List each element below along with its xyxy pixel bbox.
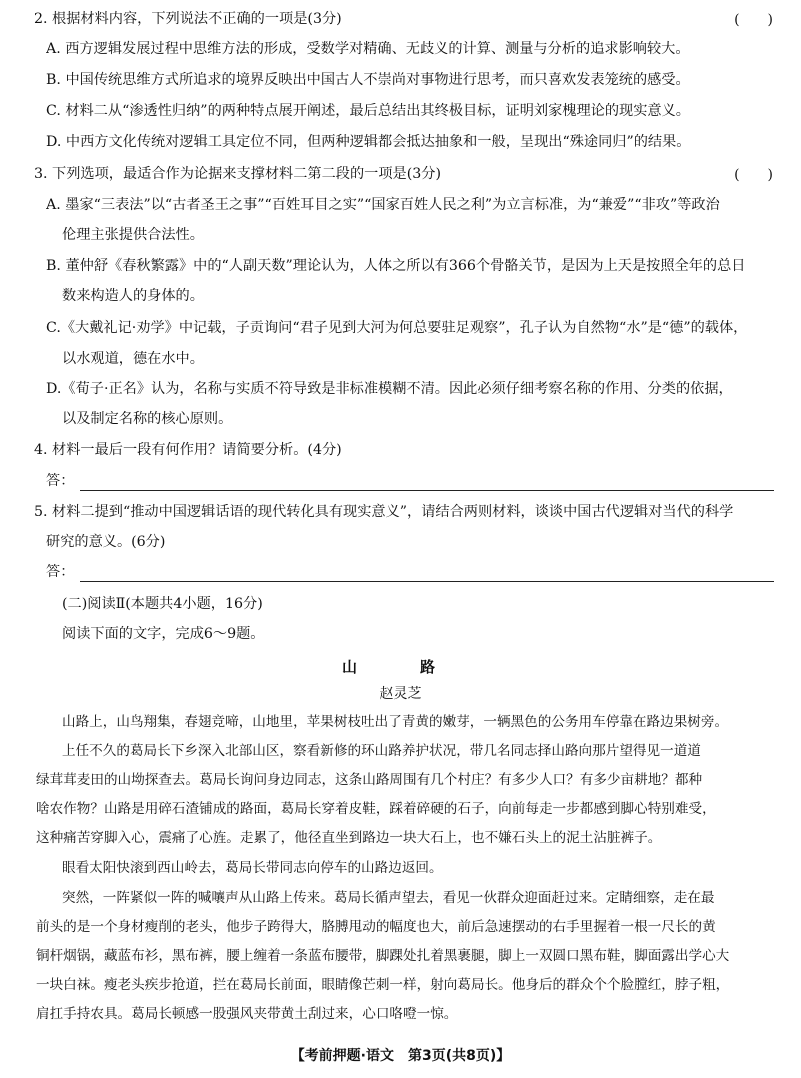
article-line-3: 绿茸茸麦田的山坳探查去。葛局长询问身边同志，这条山路周围有几个村庄？有多少人口？有多少亩耕地？都种 <box>36 772 703 788</box>
q2-option-b: B. 中国传统思维方式所追求的境界反映出中国古人不崇尚对事物进行思考，而只喜欢发表笼统的感受。 <box>46 72 690 88</box>
q3-option-d: D.《荀子·正名》认为，名称与实质不符导致是非标准模糊不清。因此必须仔细考察名称的作用、分类的依据， <box>46 381 733 397</box>
page-footer: 【考前押题·语文 第3页(共8页)】 <box>290 1048 511 1064</box>
article-line-10: 一块白袜。瘦老头疾步抢道，拦在葛局长前面，眼睛像芒刺一样，射向葛局长。他身后的群众个个脸膛红，脖子粗， <box>36 977 730 993</box>
q5-answer-rule <box>80 567 774 582</box>
q2-answer-paren: ( ) <box>734 12 773 28</box>
q3-option-c-cont: 以水观道，德在水中。 <box>62 351 204 367</box>
q3-option-a-cont: 伦理主张提供合法性。 <box>62 227 204 243</box>
article-line-1: 山路上，山鸟翔集，春翅竞啼，山地里，苹果树枝吐出了青黄的嫩芽，一辆黑色的公务用车停靠在路边果树旁。 <box>62 714 729 730</box>
q5-stem-cont: 研究的意义。(6分) <box>46 534 166 550</box>
section-instruction: 阅读下面的文字，完成6～9题。 <box>62 626 265 642</box>
q2-option-a: A. 西方逻辑发展过程中思维方法的形成，受数学对精确、无歧义的计算、测量与分析的追求影响较大。 <box>46 41 690 57</box>
q3-option-d-cont: 以及制定名称的核心原则。 <box>62 411 233 427</box>
q2-option-d: D. 中西方文化传统对逻辑工具定位不同，但两种逻辑都会抵达抽象和一般，呈现出“殊途同归”的结果。 <box>46 134 691 150</box>
q5-stem: 5. 材料二提到“推动中国逻辑话语的现代转化具有现实意义”，请结合两则材料，谈谈中国古代逻辑对当代的科学 <box>34 504 734 520</box>
article-line-8: 前头的是一个身材瘦削的老头，他步子跨得大，胳膊甩动的幅度也大，前后急速摆动的右手里握着一根一尺长的黄 <box>36 919 716 935</box>
q4-answer-label: 答： <box>46 473 75 489</box>
q5-answer-line[interactable] <box>46 562 774 582</box>
article-line-6: 眼看太阳快滚到西山岭去，葛局长带同志向停车的山路边返回。 <box>62 860 443 876</box>
q3-option-c: C.《大戴礼记·劝学》中记载，子贡询问“君子见到大河为何总要驻足观察”，孔子认为自然物“水”是“德”的载体， <box>46 320 748 336</box>
article-line-2: 上任不久的葛局长下乡深入北部山区，察看新修的环山路养护状况，带几名同志择山路向那片望得见一道道 <box>62 743 701 759</box>
q3-option-a: A. 墨家“三表法”以“古者圣王之事”“百姓耳目之实”“国家百姓人民之利”为立言标准，为“兼爱”“非攻”等政治 <box>46 197 720 213</box>
article-title: 山 路 <box>341 658 459 676</box>
q5-answer-label: 答： <box>46 564 75 580</box>
q3-option-b: B. 董仲舒《春秋繁露》中的“人副天数”理论认为，人体之所以有366个骨骼关节，是因为上天是按照全年的总日 <box>46 258 746 274</box>
article-line-4: 啥农作物？山路是用碎石渣铺成的路面，葛局长穿着皮鞋，踩着碎硬的石子，向前每走一步都感到脚心特别难受， <box>36 801 716 817</box>
q4-stem: 4. 材料一最后一段有何作用？请简要分析。(4分) <box>34 442 342 458</box>
article-line-9: 铜杆烟锅，藏蓝布衫，黑布裤，腰上缠着一条蓝布腰带，脚踝处扎着黑裹腿，脚上一双圆口黑布鞋，脚面露出学心大 <box>36 948 730 964</box>
q2-stem: 2. 根据材料内容，下列说法不正确的一项是(3分) <box>34 11 342 27</box>
q2-option-c: C. 材料二从“渗透性归纳”的两种特点展开阐述，最后总结出其终极目标，证明刘家槐理论的现实意义。 <box>46 103 690 119</box>
article-line-7: 突然，一阵紧似一阵的喊嚷声从山路上传来。葛局长循声望去，看见一伙群众迎面赶过来。定睛细察，走在最 <box>62 890 715 906</box>
q3-stem: 3. 下列选项，最适合作为论据来支撑材料二第二段的一项是(3分) <box>34 166 442 182</box>
q4-answer-rule <box>80 476 774 491</box>
section-heading: (二)阅读Ⅱ(本题共4小题，16分) <box>62 596 263 612</box>
q4-answer-line[interactable] <box>46 471 774 491</box>
q3-answer-paren: ( ) <box>734 167 773 183</box>
q3-option-b-cont: 数来构造人的身体的。 <box>62 288 204 304</box>
article-line-11: 肩扛手持农具。葛局长顿感一股强风夹带黄土刮过来，心口咯噔一惊。 <box>36 1006 458 1022</box>
article-author: 赵灵芝 <box>379 686 422 702</box>
article-line-5: 这种痛苦穿脚入心，震痛了心旌。走累了，他径直坐到路边一块大石上，也不嫌石头上的泥土沾脏裤子。 <box>36 830 662 846</box>
